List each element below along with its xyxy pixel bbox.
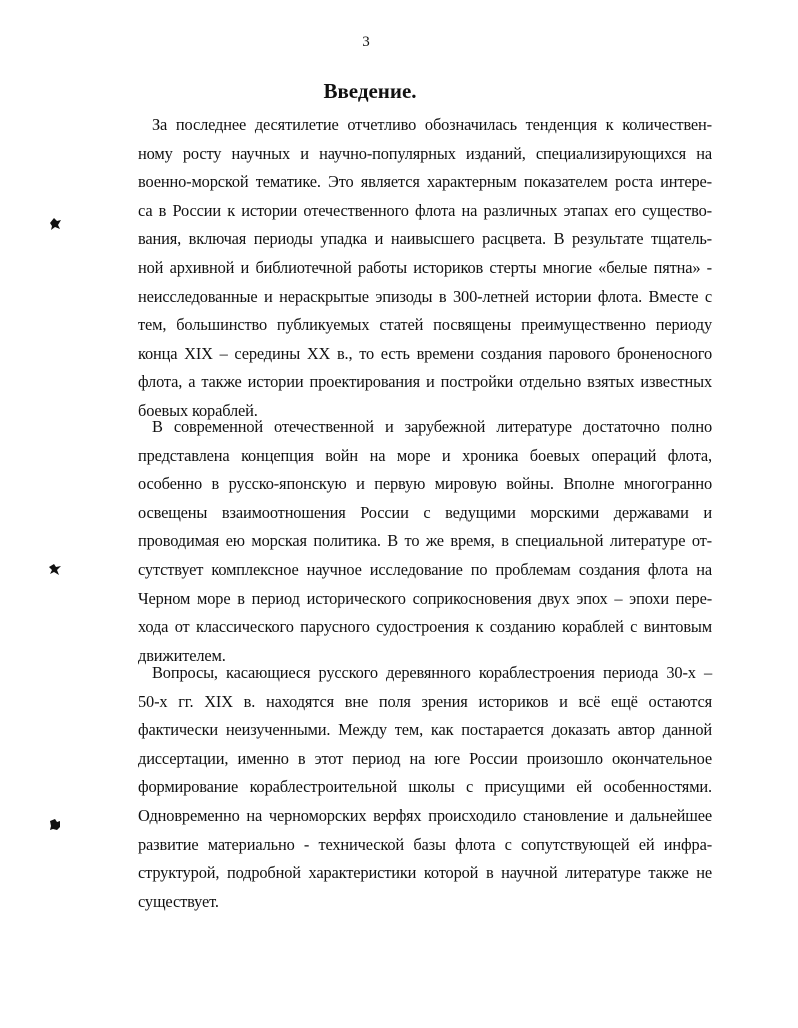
paragraph-line: боевых кораблей.: [138, 400, 258, 420]
paragraph-2: [138, 413, 712, 670]
page-title: Введение.: [323, 79, 417, 103]
paragraph-line: флота, а также истории проектирования и постройки отдельно взятых известных: [138, 372, 712, 392]
paragraph-line: особенно в русско-японскую и первую мировую войны. Вполне многогранно: [138, 474, 712, 494]
paragraph-line: За последнее десятилетие отчетливо обозначилась тенденция к количествен-: [152, 115, 712, 134]
paragraph-line: фактически неизученными. Между тем, как постарается доказать автор данной: [138, 720, 712, 740]
binding-hole-mark-middle: [48, 562, 62, 576]
paragraph-line: Черном море в период исторического соприкосновения двух эпох – эпохи пере-: [138, 588, 712, 608]
binding-hole-mark-bottom: [48, 818, 62, 832]
paragraph-line: диссертации, именно в этот период на юге России произошло окончательное: [138, 748, 712, 768]
paragraph-line: ной архивной и библиотечной работы историков стерты многие «белые пятна» -: [138, 257, 712, 277]
paragraph-line: вания, включая периоды упадка и наивысшего расцвета. В результате тщатель-: [138, 229, 712, 249]
paragraph-line: проводимая ею морская политика. В то же время, в специальной литературе от-: [138, 531, 712, 551]
paragraph-line: представлена концепция войн на море и хроника боевых операций флота,: [138, 445, 712, 465]
page-number: 3: [362, 34, 370, 50]
paragraph-line: формирование кораблестроительной школы с присущими ей особенностями.: [138, 777, 712, 797]
paragraph-1: [138, 111, 712, 426]
paragraph-line: освещены взаимоотношения России с ведущими морскими державами и: [138, 502, 712, 522]
paragraph-line: 50-х гг. XIX в. находятся вне поля зрения историков и всё ещё остаются: [138, 691, 712, 711]
paragraph-line: ному росту научных и научно-популярных изданий, специализирующихся на: [138, 143, 712, 163]
paragraph-line: Одновременно на черноморских верфях происходило становление и дальнейшее: [138, 805, 712, 825]
paragraph-line: конца XIX – середины XX в., то есть времени создания парового броненосного: [138, 343, 712, 363]
paragraph-line: тем, большинство публикуемых статей посвящены преимущественно периоду: [138, 315, 712, 335]
paragraph-line: военно-морской тематике. Это является характерным показателем роста интере-: [138, 172, 712, 192]
paragraph-line: структурой, подробной характеристики которой в научной литературе также не: [138, 863, 712, 883]
paragraph-line: развитие материально - технической базы флота с сопутствующей ей инфра-: [138, 834, 712, 854]
paragraph-line: Вопросы, касающиеся русского деревянного кораблестроения периода 30-х –: [152, 663, 712, 682]
binding-hole-mark-top: [48, 217, 62, 231]
paragraph-line: сутствует комплексное научное исследование по проблемам создания флота на: [138, 559, 712, 579]
paragraph-line: движителем.: [138, 645, 226, 665]
paragraph-line: хода от классического парусного судостроения к созданию кораблей с винтовым: [138, 617, 712, 637]
paragraph-line: В современной отечественной и зарубежной литературе достаточно полно: [152, 417, 712, 436]
paragraph-line: неисследованные и нераскрытые эпизоды в 300-летней истории флота. Вместе с: [138, 286, 712, 306]
paragraph-line: са в России к истории отечественного флота на различных этапах его существо-: [138, 200, 712, 220]
paragraph-3: [138, 659, 712, 916]
paragraph-line: существует.: [138, 891, 219, 911]
